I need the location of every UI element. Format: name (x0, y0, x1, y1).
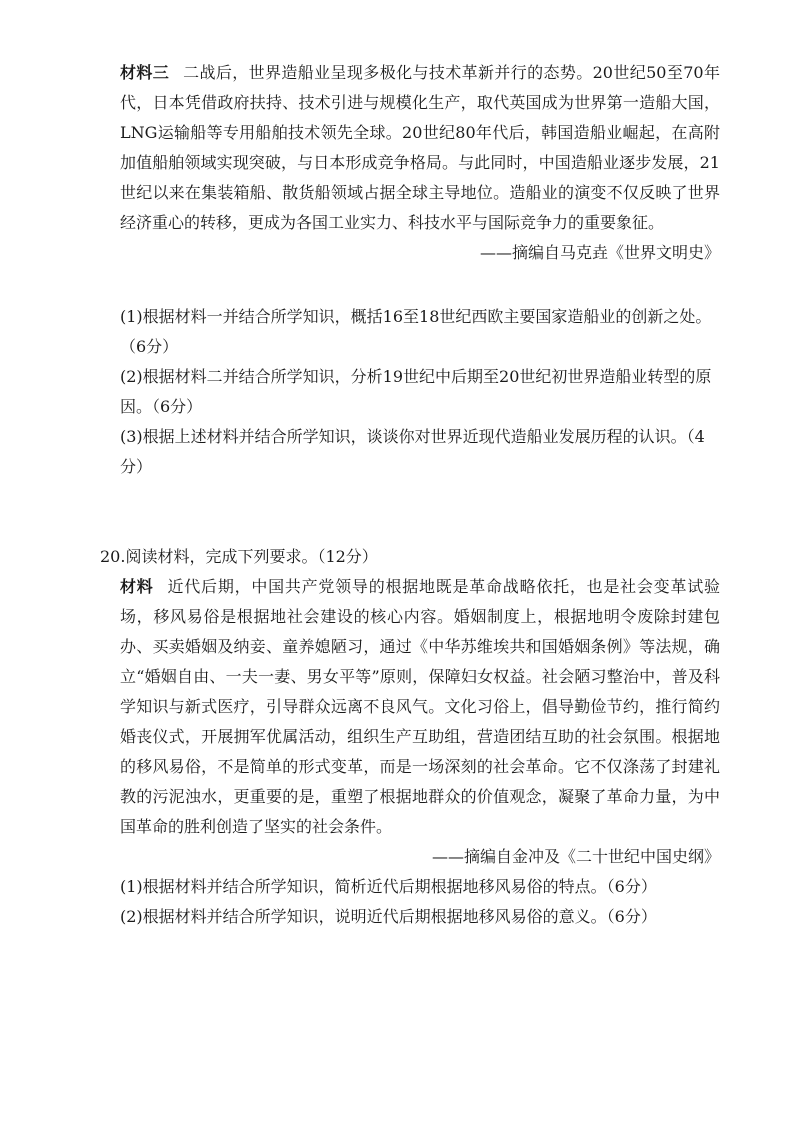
question-19-item-2: (2)根据材料二并结合所学知识，分析19世纪中后期至20世纪初世界造船业转型的原因。（6分） (120, 367, 712, 416)
material-3-label: 材料三 (120, 63, 170, 82)
material-3-paragraph (120, 58, 720, 238)
material-3-block (120, 58, 720, 268)
material-3-source: ——摘编自马克垚《世界文明史》 (479, 243, 720, 262)
question-20-block (100, 542, 720, 932)
question-20-material-label: 材料 (120, 577, 154, 596)
question-20-source: ——摘编自金冲及《二十世纪中国史纲》 (431, 847, 720, 866)
question-20-material-text: 近代后期，中国共产党领导的根据地既是革命战略依托，也是社会变革试验场，移风易俗是根据地社会建设的核心内容。婚姻制度上，根据地明令废除封建包办、买卖婚姻及纳妾、童养媳陋习，通过《中华苏维埃共和国婚姻条例》等法规，确立“婚姻自由、一夫一妻、男女平等”原则，保障妇女权益。社会陋习整治中，普及科学知识与新式医疗，引导群众远离不良风气。文化习俗上，倡导勤俭节约，推行简约婚丧仪式，开展拥军优属活动，组织生产互助组，营造团结互助的社会氛围。根据地的移风易俗，不是简单的形式变革，而是一场深刻的社会革命。它不仅涤荡了封建礼教的污泥浊水，更重要的是，重塑了根据地群众的价值观念，凝聚了革命力量，为中国革命的胜利创造了坚实的社会条件。 (120, 577, 720, 836)
question-20-item-2: (2)根据材料并结合所学知识，说明近代后期根据地移风易俗的意义。（6分） (120, 907, 657, 926)
question-20-item-1: (1)根据材料并结合所学知识，简析近代后期根据地移风易俗的特点。（6分） (120, 877, 657, 896)
question-20-material (100, 572, 720, 932)
question-20-heading: 20.阅读材料，完成下列要求。（12分） (100, 547, 378, 566)
question-20-paragraph (120, 572, 720, 842)
material-3-text: 二战后，世界造船业呈现多极化与技术革新并行的态势。20世纪50至70年代，日本凭借政府扶持、技术引进与规模化生产，取代英国成为世界第一造船大国，LNG运输船等专用船舶技术领先全球。20世纪80年代后，韩国造船业崛起，在高附加值船舶领域实现突破，与日本形成竞争格局。与此同时，中国造船业逐步发展，21世纪以来在集装箱船、散货船领域占据全球主导地位。造船业的演变不仅反映了世界经济重心的转移，更成为各国工业实力、科技水平与国际竞争力的重要象征。 (120, 63, 720, 232)
question-19-item-3: (3)根据上述材料并结合所学知识，谈谈你对世界近现代造船业发展历程的认识。（4分） (120, 427, 705, 476)
question-19-item-1: (1)根据材料一并结合所学知识，概括16至18世纪西欧主要国家造船业的创新之处。（6分） (120, 307, 712, 356)
question-19-items (120, 302, 720, 482)
